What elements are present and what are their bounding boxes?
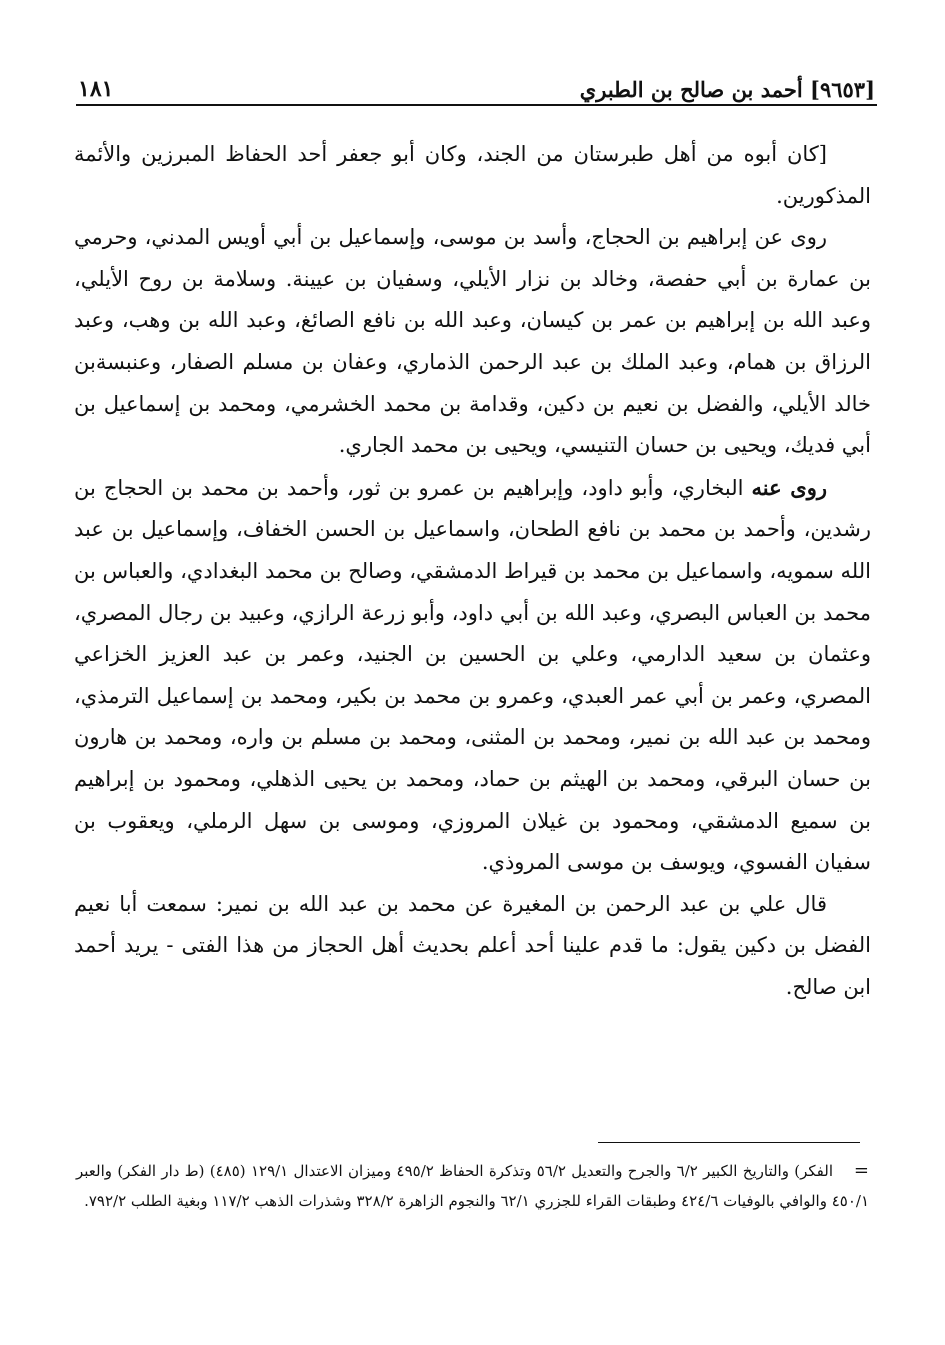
footnote-continuation-marker: = (853, 1160, 869, 1181)
students-lead: روى عنه (751, 474, 828, 500)
students-text: البخاري، وأبو داود، وإبراهيم بن عمرو بن ثور، وأحمد بن محمد بن الحجاج بن رشدين، وأحمد بن محمد بن نافع الطحان، واسماعيل بن الحسن الخفاف، وإسماعيل بن عبد الله سمويه، واسماعيل بن محمد بن قيراط الدمشقي، وصالح بن محمد البغدادي، والعباس بن محمد بن العباس البصري، وعبد الله بن أبي داود، وأبو زرعة الرازي، وعبيد بن رجال المصري، وعثمان بن سعيد الدارمي، وعلي بن الحسين بن الجنيد، وعمر بن عبد العزيز الخزاعي المصري، وعمر بن أبي عمر العبدي، وعمرو بن محمد بن بكير، ومحمد بن إسماعيل الترمذي، ومحمد بن عبد الله بن نمير، ومحمد بن المثنى، ومحمد بن مسلم بن واره، ومحمد بن هارون بن حسان البرقي، ومحمد بن الهيثم بن حماد، ومحمد بن يحيى الذهلي، ومحمود بن إبراهيم بن سميع الدمشقي، ومحمود بن غيلان المروزي، وموسى بن سهل الرملي، ويعقوب بن سفيان الفسوي، ويوسف بن موسى المروذي. (74, 475, 871, 875)
running-title: [٩٦٥٣] أحمد بن صالح بن الطبري (579, 77, 875, 102)
header-rule (76, 104, 877, 106)
footnote-text: الفكر) والتاريخ الكبير ٦/٢ والجرح والتعديل ٥٦/٢ وتذكرة الحفاظ ٤٩٥/٢ وميزان الاعتدال ١٢٩/١ (٤٨٥) (ط دار الفكر) والعبر ٤٥٠/١ والوافي بالوفيات ٤٢٤/٦ وطبقات القراء للجزري ٦٢/١ والنجوم الزاهرة ٣٢٨/٢ وشذرات الذهب ١١٧/٢ وبغية الطلب ٧٩٢/٢. (76, 1162, 869, 1210)
quote-paragraph: قال علي بن عبد الرحمن بن المغيرة عن محمد بن عبد الله بن نمير: سمعت أبا نعيم الفضل بن دكين يقول: ما قدم علينا أحد أعلم بحديث أهل الحجاز من هذا الفتى - يريد أحمد ابن صالح. (74, 891, 871, 999)
teachers-paragraph: روى عن إبراهيم بن الحجاج، وأسد بن موسى، وإسماعيل بن أبي أويس المدني، وحرمي بن عمارة بن أبي حفصة، وخالد بن نزار الأيلي، وسفيان بن عيينة. وسلامة بن روح الأيلي، وعبد الله بن إبراهيم بن عمر بن كيسان، وعبد الله بن نافع الصائغ، وعبد الله بن وهب، وعبد الرزاق بن همام، وعبد الملك بن عبد الرحمن الذماري، وعفان بن مسلم الصفار، وعنبسةبن خالد الأيلي، والفضل بن نعيم بن دكين، وقدامة بن محمد الخشرمي، ومحمد بن إسماعيل بن أبي فديك، ويحيى بن حسان التنيسي، ويحيى بن محمد الجاري. (74, 225, 871, 458)
page-number: ١٨١ (78, 76, 114, 102)
main-text (74, 134, 871, 1008)
students-paragraph (74, 467, 871, 884)
footnote (76, 1156, 869, 1216)
page-header (78, 62, 875, 102)
footnote-rule (598, 1142, 860, 1143)
intro-paragraph: [كان أبوه من أهل طبرستان من الجند، وكان أبو جعفر أحد الحفاظ المبرزين والأئمة المذكورين. (74, 142, 871, 208)
